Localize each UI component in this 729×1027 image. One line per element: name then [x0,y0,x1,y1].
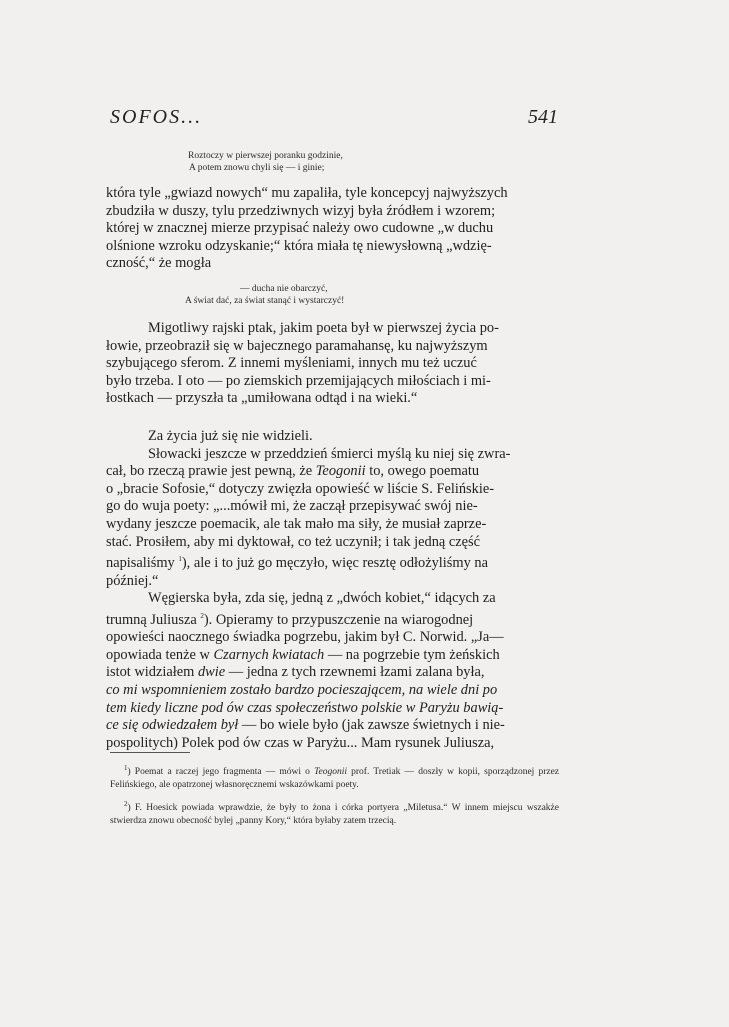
text-line [106,682,559,700]
text-line: go do wuja poety: „...mówił mi, że zaczął przepisywać swój nie- [106,498,478,515]
text-line: łowie, przeobraził się w bajecznego paramahansę, ku najwyższym [106,337,488,354]
text-line: opowieści naocznego świadka pogrzebu, jakim był C. Norwid. „Ja— [106,629,504,646]
footnote-mark: 2 [124,799,128,808]
text-run: istot widziałem [106,664,198,681]
text-line: która tyle „gwiazd nowych“ mu zapaliła, tyle koncepcyj najwyższych [106,185,508,201]
verse-quote-2 [185,283,344,307]
text-run: prof. Tretiak — doszły w kopii, sporządzonej przez Felińskiego, ale opatrzonej własnoręcznemi wskazówkami poety. [110,767,560,791]
italic-word: dwie [197,664,226,681]
text-line [106,700,559,718]
text-line: Słowacki jeszcze w przeddzień śmierci myślą ku niej się zwra- [148,445,511,462]
verse-quote-1 [188,150,343,174]
italic-quote: ce się odwiedzałem był [106,717,239,734]
text-line [106,647,559,665]
text-run: ) F. Hoesick powiada wprawdzie, że były to żona i córka portyera „Miletusa.“ W innem miejscu wszakże stwierdza znowu obecność bylej „panny Kory,“ która byłaby zatem trzecią. [110,802,559,826]
footnote-ref-1: 1 [178,555,182,564]
footnote-ref-2: 2 [200,611,204,620]
text-line: Za życia już się nie widzieli. [148,428,313,444]
text-run: — bo wiele było (jak zawsze świetnych i nie- [238,717,505,734]
text-run: ), ale i to już go męczyło, więc resztę odłożyliśmy na [181,554,488,571]
text-run: — na pogrzebie tym żeńskich [324,646,500,663]
footnotes [110,762,559,833]
text-run: ) Poemat a raczej jego fragmenta — mówi o [127,767,315,778]
text-line: zbudziła w duszy, tylu przedziwnych wizyj była źródłem i wzorem; [106,202,496,219]
text-line [106,717,559,735]
text-run: ). Opieramy to przypuszczenie na wiarogodnej [203,611,474,628]
text-line: olśnione wzroku odzyskanie;“ która miała tę niewysłowną „wdzię- [106,237,492,254]
footnote-1 [110,762,559,793]
text-run: opowiada tenże w [106,646,214,663]
text-line: później.“ [106,572,159,589]
paragraph-1 [106,185,559,273]
text-line [106,608,559,629]
text-line: łostkach — przyszła ta „umiłowana odtąd i na wieki.“ [106,390,418,407]
text-line: szybującego sferom. Z innemi myśleniami, innych mu też uczuć [106,355,477,372]
text-run: napisaliśmy [106,554,179,571]
italic-title: Czarnych kwiatach [213,646,325,663]
text-run: cał, bo rzeczą prawie jest pewną, że [106,463,316,480]
text-line: Węgierska była, zda się, jedną z „dwóch kobiet,“ idących za [148,590,496,607]
text-run: to, owego poematu [365,463,480,480]
verse-line: — ducha nie obarczyć, [240,284,328,294]
footnote-2 [110,798,559,829]
text-line [106,551,559,572]
paragraph-3 [106,428,559,752]
text-line: było trzeba. I oto — po ziemskich przemijających miłościach i mi- [106,372,491,389]
page-number: 541 [528,106,558,128]
footnote-mark: 1 [124,764,128,772]
italic-quote: co mi wspomnieniem zostało bardzo pocieszającem, na wiele dni po [106,681,498,698]
text-run: trumną Juliusza [106,611,201,628]
text-line: Migotliwy rajski ptak, jakim poeta był w pierwszej życia po- [148,320,499,336]
text-line: wydany jeszcze poemacik, ale tak mało ma siły, że musiał zaprze- [106,515,487,532]
verse-line: A świat dać, za świat stanąć i wystarczyć! [185,296,345,306]
italic-quote: tem kiedy liczne pod ów czas społeczeństwo polskie w Paryżu bawią- [106,699,504,716]
text-line: której w znacznej mierze przypisać należy owo cudowne „w duchu [106,220,494,237]
text-line: czność,“ że mogła [106,255,212,272]
text-line: o „bracie Sofosie,“ dotyczy zwięzła opowieść w liście S. Felińskie- [106,480,495,497]
italic-title: Teogonii [314,767,347,778]
paragraph-2 [106,320,559,408]
text-line: pospolitych) Polek pod ów czas w Paryżu... Mam rysunek Juliusza, [106,734,495,751]
text-line [106,664,559,682]
text-run: — jedna z tych rzewnemi łzami zalana była, [225,664,485,681]
verse-line: A potem znowu chyli się — i ginie; [189,163,325,173]
text-line: stać. Prosiłem, aby mi dyktował, co też uczynił; i tak jedną część [106,533,481,550]
text-line [106,463,559,481]
verse-line: Roztoczy w pierwszej poranku godzinie, [188,151,343,161]
footnote-divider [110,752,190,753]
italic-title: Teogonii [315,463,366,480]
running-head-title: SOFOS... [110,106,203,128]
